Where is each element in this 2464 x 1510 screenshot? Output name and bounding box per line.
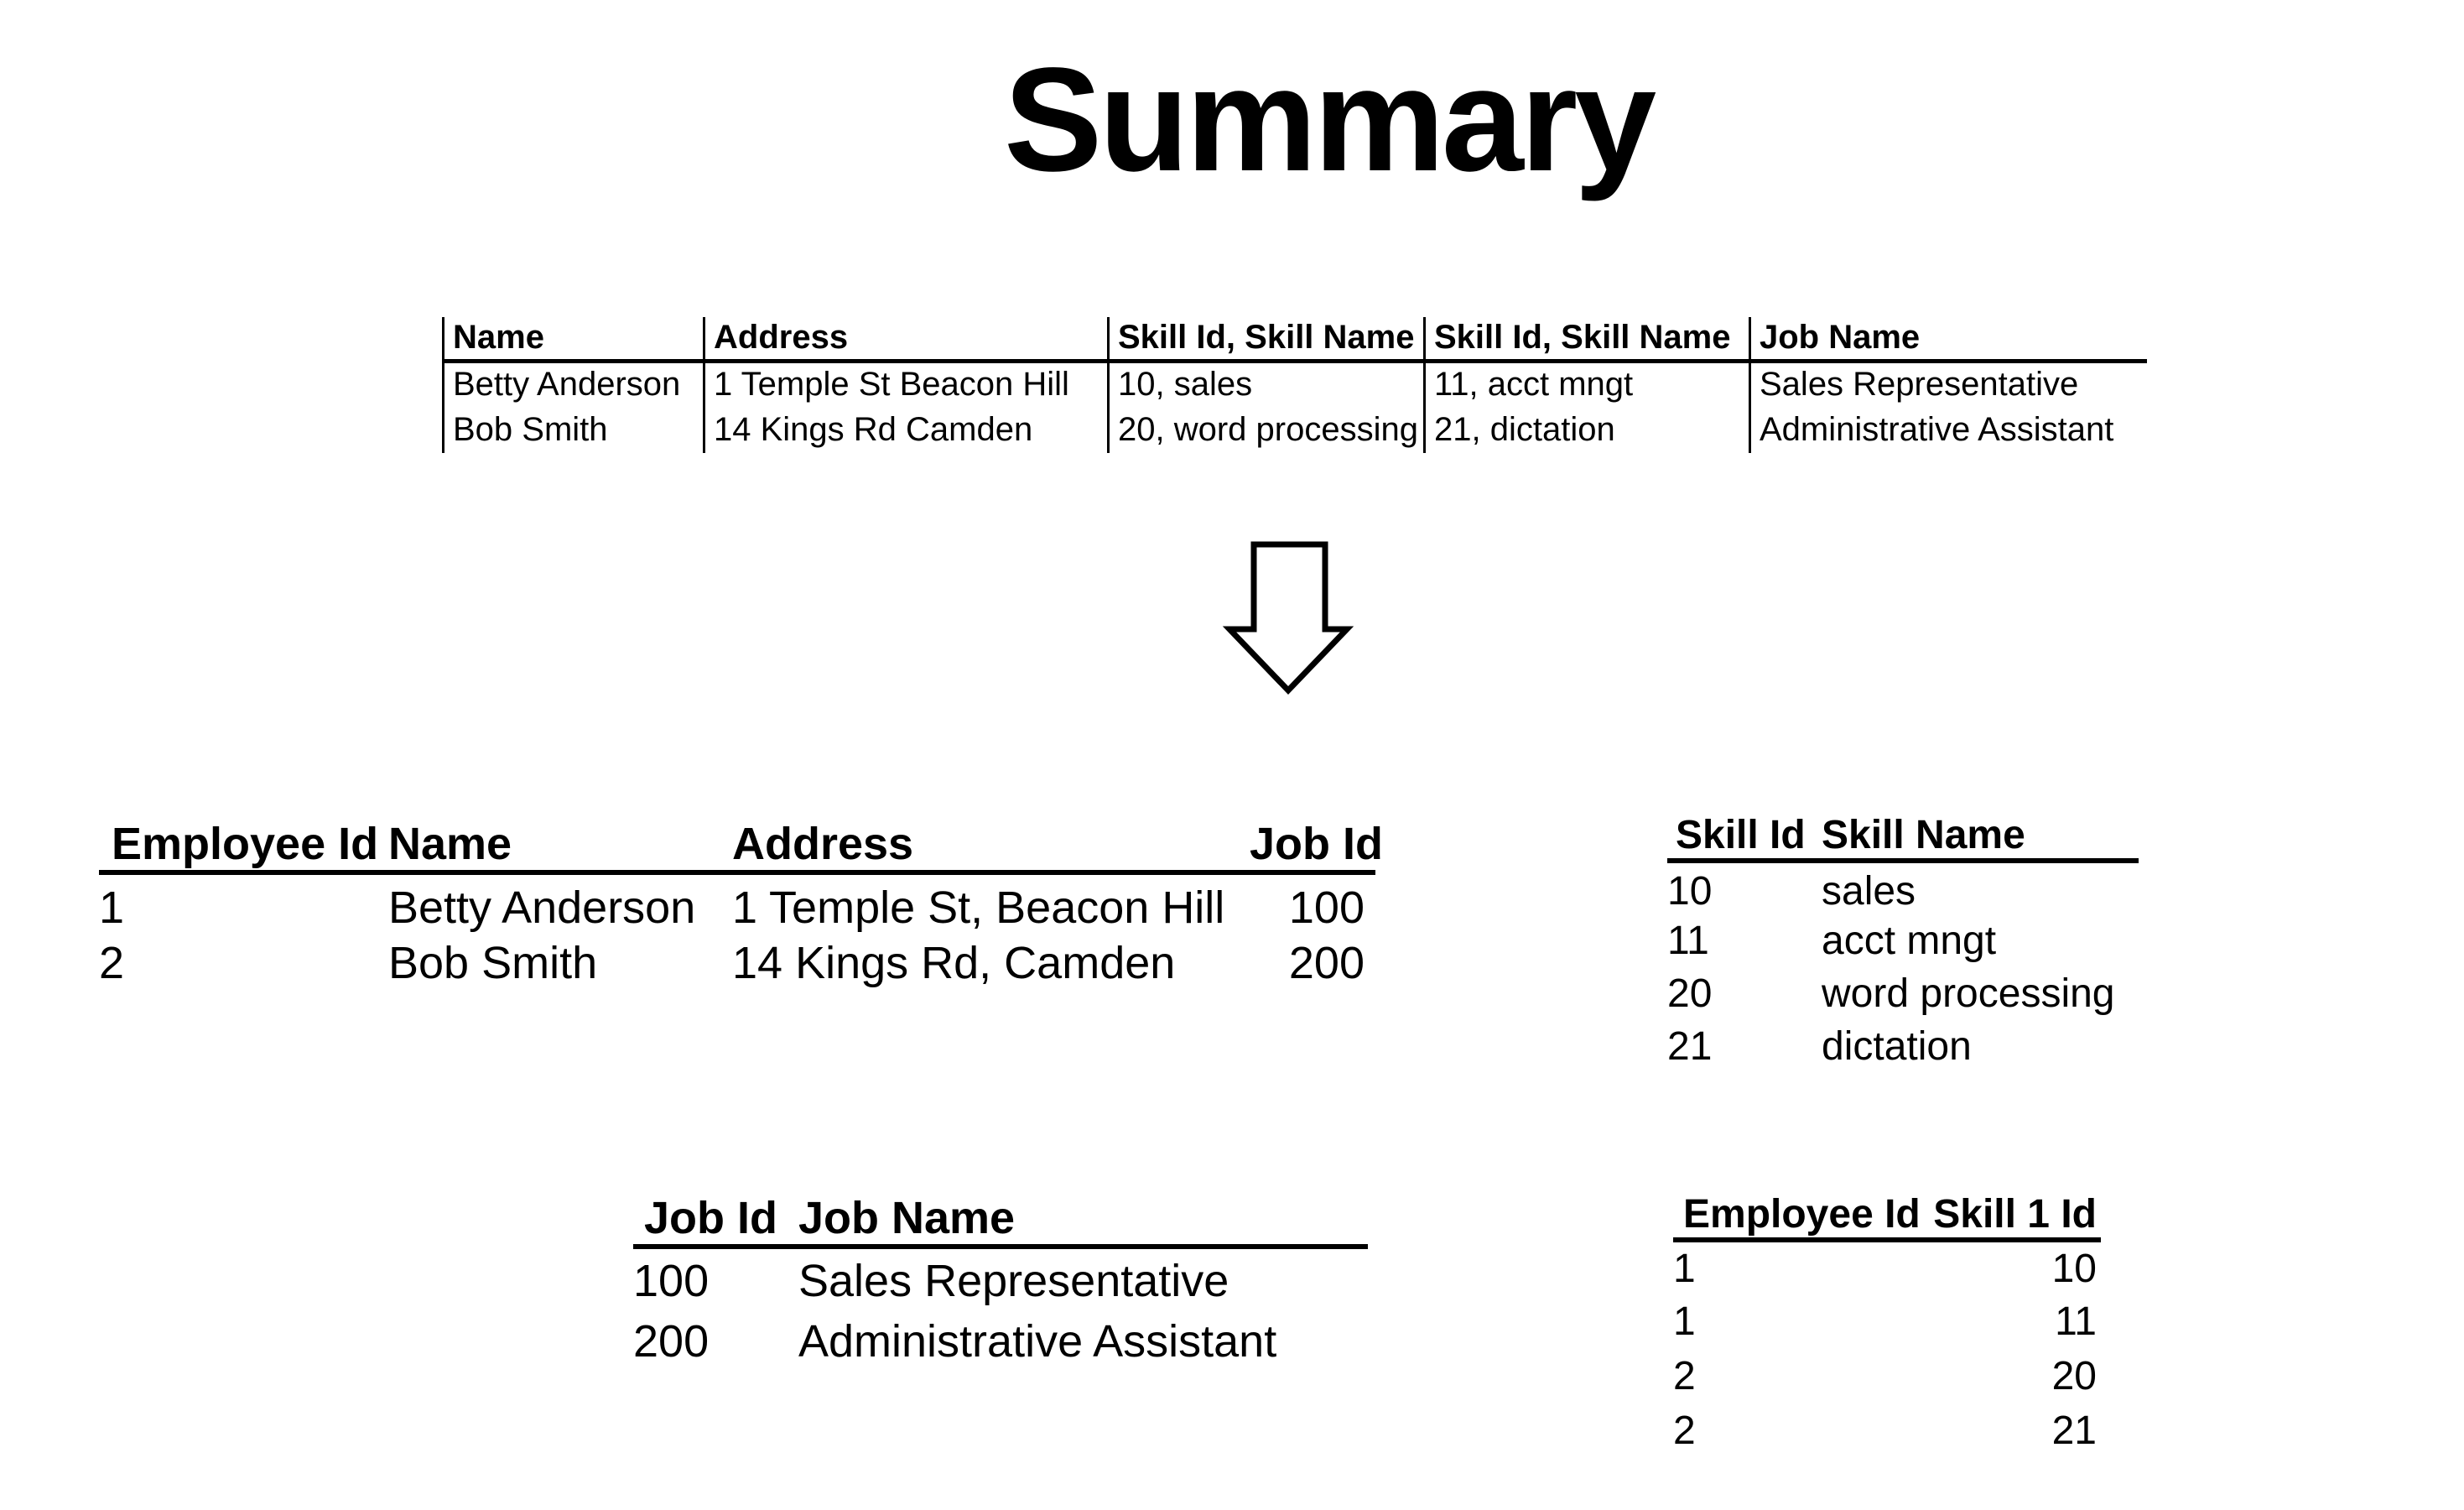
table-cell: 10, sales [1109, 361, 1425, 407]
table-cell: 100 [633, 1256, 710, 1306]
table-cell: 200 [633, 1315, 710, 1367]
table-header-row [99, 818, 1375, 872]
unnormalized-table [442, 317, 2147, 453]
table-cell: dictation [1822, 1024, 1972, 1069]
column-header: Employee Id [99, 818, 373, 872]
table-row [99, 934, 1375, 992]
table-row [1667, 861, 2139, 914]
table-cell: sales [1822, 869, 1916, 914]
column-header: Skill 1 Id [1919, 1191, 2101, 1240]
table-cell: Sales Representative [1750, 361, 2147, 407]
table-row [1667, 967, 2139, 1020]
table-cell: 21 [1667, 1024, 1713, 1069]
page-title: Summary [1004, 38, 1654, 202]
table-cell: word processing [1822, 971, 2115, 1016]
table-cell: 11 [2055, 1299, 2097, 1344]
table-cell: Administrative Assistant [1750, 407, 2147, 453]
table-cell: 14 Kings Rd, Camden [732, 938, 1176, 988]
table-cell: 100 [1288, 883, 1365, 933]
table-cell: 11, acct mngt [1425, 361, 1750, 407]
table-cell: acct mngt [1822, 919, 1997, 963]
table-row [99, 872, 1375, 934]
table-header-row [444, 317, 2147, 361]
table-row [1673, 1349, 2101, 1403]
down-arrow-icon [1226, 541, 1350, 697]
column-header: Job Id [633, 1191, 781, 1247]
table-cell: 1 Temple St Beacon Hill [704, 361, 1109, 407]
column-header: Employee Id [1673, 1191, 1919, 1240]
table-row [1667, 1020, 2139, 1073]
table-cell: Administrative Assistant [798, 1315, 1277, 1367]
table-cell: 20 [1667, 971, 1713, 1016]
table-row [633, 1310, 1368, 1372]
employee-skill-table [1673, 1191, 2101, 1458]
table-cell: 1 [1673, 1246, 1696, 1291]
table-row [633, 1247, 1368, 1310]
table-cell: 21 [2051, 1408, 2097, 1453]
table-row [1667, 914, 2139, 967]
column-header: Skill Id [1667, 812, 1803, 861]
column-header: Job Name [1750, 317, 2147, 361]
table-cell: 10 [1667, 869, 1713, 914]
column-header: Job Id [1250, 818, 1375, 872]
table-cell: Betty Anderson [444, 361, 704, 407]
table-cell: Bob Smith [444, 407, 704, 453]
table-cell: 21, dictation [1425, 407, 1750, 453]
table-cell: 11 [1667, 919, 1709, 963]
table-cell: 2 [1673, 1408, 1696, 1453]
table-cell: 20 [2051, 1354, 2097, 1398]
table-cell: 2 [1673, 1354, 1696, 1398]
table-cell: 2 [99, 938, 125, 988]
table-row [444, 361, 2147, 407]
employee-table [99, 818, 1383, 992]
column-header: Job Name [781, 1191, 1368, 1247]
table-header-row [633, 1191, 1368, 1247]
table-cell: Betty Anderson [388, 883, 696, 933]
table-row [1673, 1403, 2101, 1458]
skill-table [1667, 812, 2139, 1073]
table-cell: 1 [99, 883, 125, 933]
table-row [1673, 1240, 2101, 1294]
column-header: Name [373, 818, 732, 872]
job-table [633, 1191, 1368, 1372]
table-cell: 10 [2051, 1246, 2097, 1291]
table-cell: 1 Temple St, Beacon Hill [732, 883, 1225, 933]
table-header-row [1673, 1191, 2101, 1240]
table-header-row [1667, 812, 2139, 861]
column-header: Skill Id, Skill Name [1425, 317, 1750, 361]
column-header: Skill Name [1803, 812, 2139, 861]
table-cell: Sales Representative [798, 1256, 1229, 1306]
column-header: Skill Id, Skill Name [1109, 317, 1425, 361]
column-header: Address [704, 317, 1109, 361]
table-cell: Bob Smith [388, 938, 598, 988]
column-header: Address [732, 818, 1250, 872]
table-row [444, 407, 2147, 453]
table-cell: 200 [1288, 938, 1365, 988]
table-cell: 14 Kings Rd Camden [704, 407, 1109, 453]
table-cell: 20, word processing [1109, 407, 1425, 453]
column-header: Name [444, 317, 704, 361]
table-cell: 1 [1673, 1299, 1696, 1344]
table-row [1673, 1294, 2101, 1349]
